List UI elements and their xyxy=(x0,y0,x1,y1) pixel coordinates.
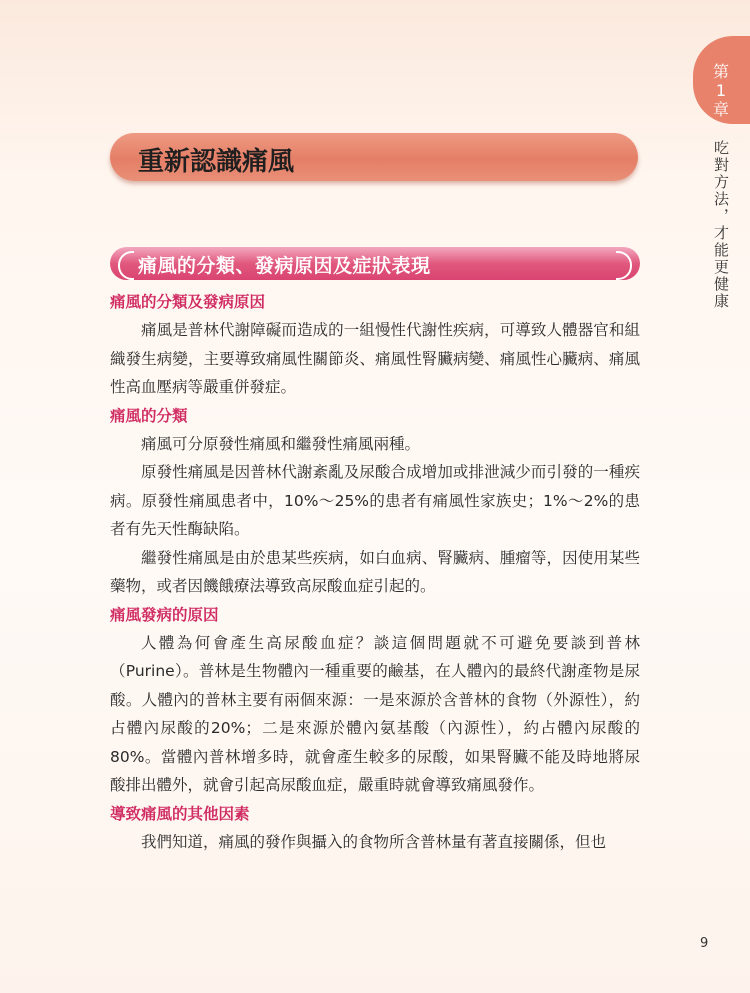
paragraph: 痛風是普林代謝障礙而造成的一組慢性代謝性疾病，可導致人體器官和組織發生病變，主要導致痛風性關節炎、痛風性腎臟病變、痛風性心臟病、痛風性高血壓病等嚴重併發症。 xyxy=(110,321,640,396)
title-banner xyxy=(110,133,638,181)
section-banner xyxy=(110,247,640,280)
subheading: 痛風發病的原因 xyxy=(110,605,219,624)
page-number: 9 xyxy=(700,936,709,951)
subheading: 痛風的分類及發病原因 xyxy=(110,293,266,311)
body-content xyxy=(110,288,640,856)
paragraph: 繼發性痛風是由於患某些疾病，如白血病、腎臟病、腫瘤等，因使用某些藥物，或者因饑餓療法導致高尿酸血症引起的。 xyxy=(110,548,640,595)
page-title: 重新認識痛風 xyxy=(138,147,295,177)
chapter-label-line: 第 xyxy=(712,62,729,81)
chapter-label-line: 1 xyxy=(715,81,727,100)
paragraph: 痛風可分原發性痛風和繼發性痛風兩種。 xyxy=(141,434,421,453)
section-title: 痛風的分類、發病原因及症狀表現 xyxy=(138,255,431,277)
subheading: 痛風的分類 xyxy=(110,406,188,425)
paragraph: 人體為何會產生高尿酸血症？談這個問題就不可避免要談到普林（Purine）。普林是生物體內一種重要的鹼基，在人體內的最終代謝產物是尿酸。人體內的普林主要有兩個來源：一是來源於含普林的食物（外源性），約占體內尿酸的20%；二是來源於體內氨基酸（內源性），約占體內尿酸的80%。當體內普林增多時，就會產生較多的尿酸，如果腎臟不能及時地將尿酸排出體外，就會引起高尿酸血症，嚴重時就會導致痛風發作。 xyxy=(110,633,640,794)
subheading: 導致痛風的其他因素 xyxy=(110,804,250,823)
paragraph: 原發性痛風是因普林代謝紊亂及尿酸合成增加或排泄減少而引發的一種疾病。原發性痛風患者中，10%～25%的患者有痛風性家族史；1%～2%的患者有先天性酶缺陷。 xyxy=(110,463,640,538)
chapter-label xyxy=(706,62,736,119)
chapter-label-line: 章 xyxy=(712,100,729,119)
chapter-subtitle: 吃對方法，才能更健康 xyxy=(712,140,730,310)
paragraph: 我們知道，痛風的發作與攝入的食物所含普林量有著直接關係，但也 xyxy=(141,832,607,851)
